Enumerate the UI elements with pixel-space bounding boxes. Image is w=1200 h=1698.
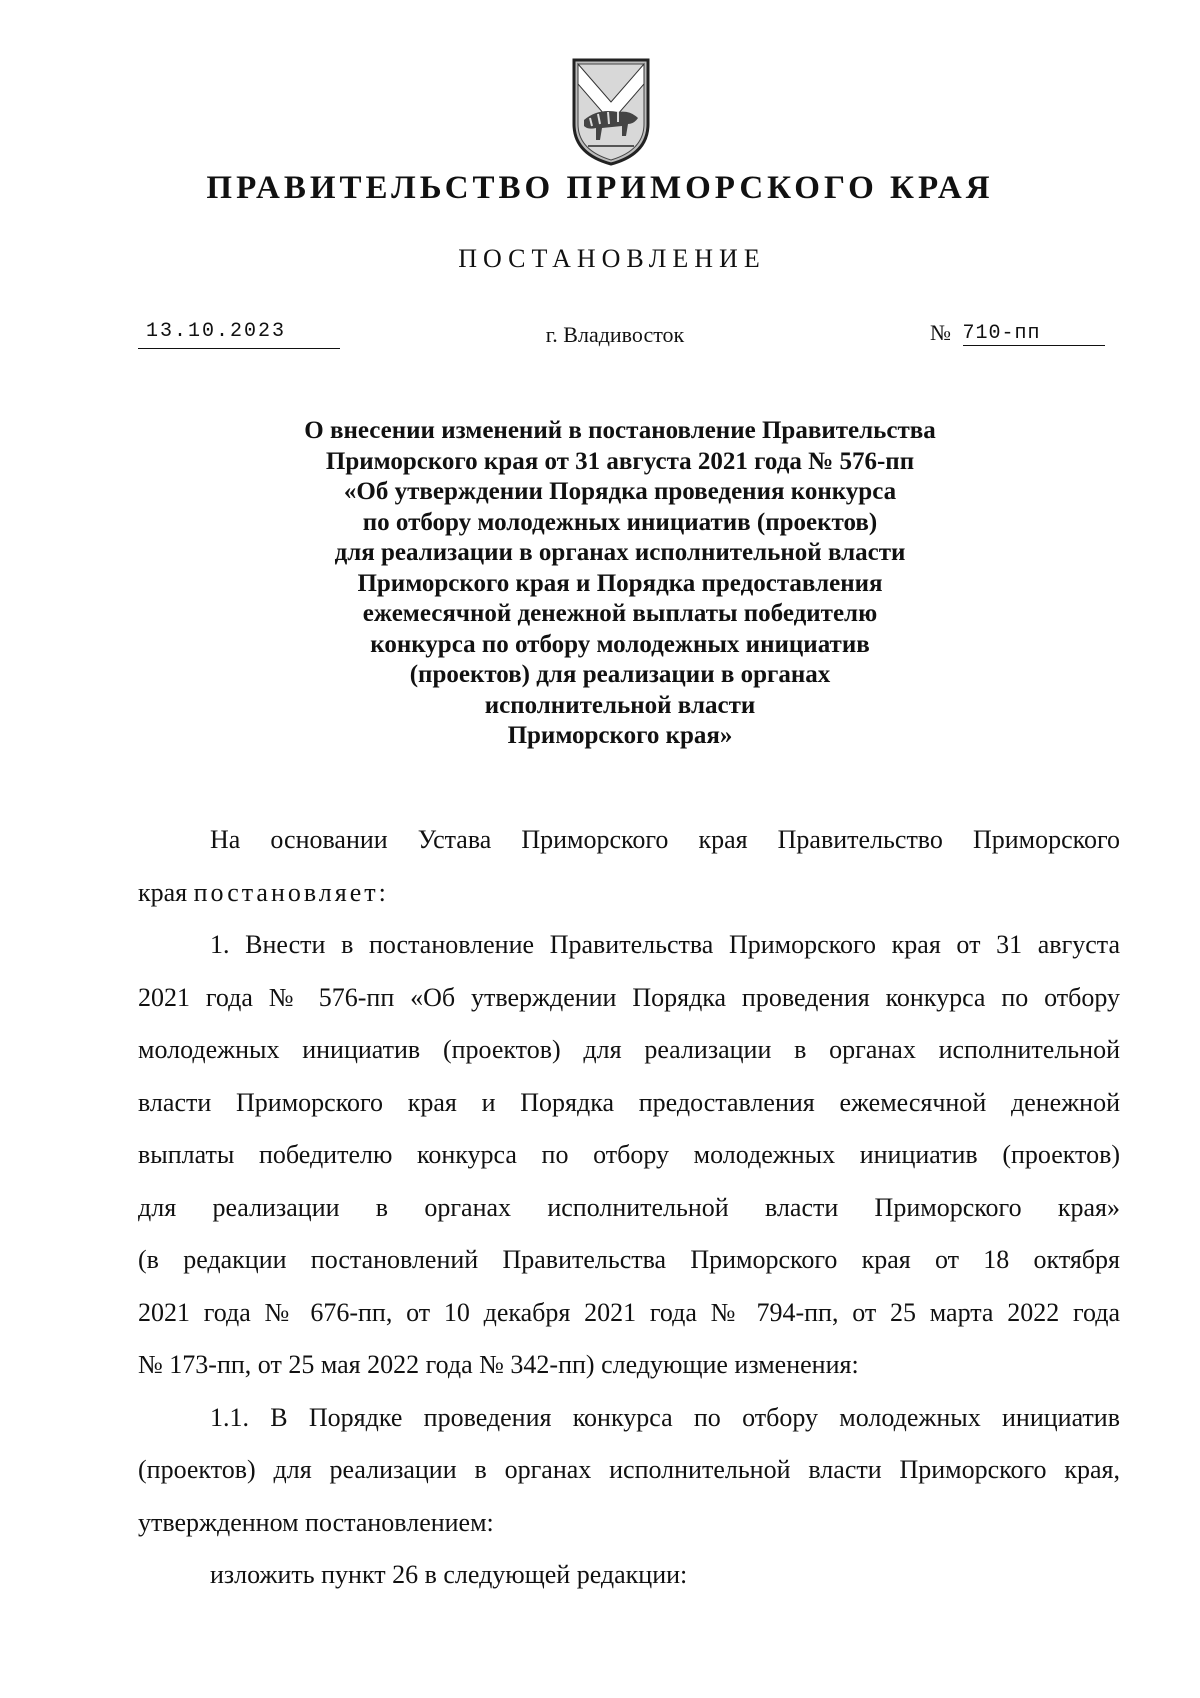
body-line: (в редакции постановлений Правительства Приморского края от 18 октября — [138, 1245, 1120, 1274]
resolution-word: постановляет: — [193, 877, 389, 907]
body-line: 2021 года № 676-пп, от 10 декабря 2021 года № 794-пп, от 25 марта 2022 года — [138, 1297, 1120, 1327]
document-number-block — [930, 320, 1110, 349]
heading-line: Приморского края и Порядка предоставления — [357, 569, 883, 597]
body-line: выплаты победителю конкурса по отбору молодежных инициатив (проектов) — [138, 1140, 1120, 1169]
coat-of-arms-icon — [568, 54, 654, 168]
document-type: ПОСТАНОВЛЕНИЕ — [458, 244, 766, 273]
body-line: (проектов) для реализации в органах исполнительной власти Приморского края, — [138, 1455, 1120, 1484]
document-heading — [240, 416, 1000, 752]
body-line: 1. Внести в постановление Правительства Приморского края от 31 августа — [210, 930, 1120, 959]
heading-line: по отбору молодежных инициатив (проектов) — [362, 508, 878, 536]
heading-line: исполнительной власти — [484, 691, 756, 719]
heading-line: «Об утверждении Порядка проведения конкурса — [343, 478, 897, 505]
government-title: ПРАВИТЕЛЬСТВО ПРИМОРСКОГО КРАЯ — [206, 170, 994, 206]
body-line: № 173-пп, от 25 мая 2022 года № 342-пп) следующие изменения: — [138, 1350, 859, 1379]
heading-line: ежемесячной денежной выплаты победителю — [362, 600, 878, 627]
heading-line: (проектов) для реализации в органах — [409, 661, 831, 688]
document-number: 710-пп — [963, 322, 1105, 346]
body-line: утвержденном постановлением: — [138, 1507, 494, 1537]
body-line: для реализации в органах исполнительной власти Приморского края» — [138, 1192, 1120, 1222]
body-line: изложить пункт 26 в следующей редакции: — [210, 1560, 688, 1589]
heading-line: для реализации в органах исполнительной власти — [334, 539, 906, 566]
body-line: власти Приморского края и Порядка предоставления ежемесячной денежной — [138, 1087, 1120, 1117]
heading-line: О внесении изменений в постановление Правительства — [304, 417, 936, 444]
body-line — [138, 867, 1120, 920]
document-city: г. Владивосток — [545, 322, 685, 347]
body-line: На основании Устава Приморского края Правительство Приморского — [210, 825, 1120, 854]
body-line: 1.1. В Порядке проведения конкурса по отбору молодежных инициатив — [210, 1402, 1120, 1432]
heading-line: Приморского края от 31 августа 2021 года № 576-пп — [325, 447, 915, 475]
document-date: 13.10.2023 — [138, 320, 340, 349]
heading-line: конкурса по отбору молодежных инициатив — [370, 630, 870, 658]
number-sign: № — [930, 320, 951, 345]
body-line: 2021 года № 576-пп «Об утверждении Порядка проведения конкурса по отбору — [138, 982, 1120, 1012]
heading-line: Приморского края» — [507, 722, 733, 749]
body-text: края — [138, 877, 188, 907]
body-line: молодежных инициатив (проектов) для реализации в органах исполнительной — [138, 1035, 1120, 1064]
document-body — [138, 814, 1120, 1602]
